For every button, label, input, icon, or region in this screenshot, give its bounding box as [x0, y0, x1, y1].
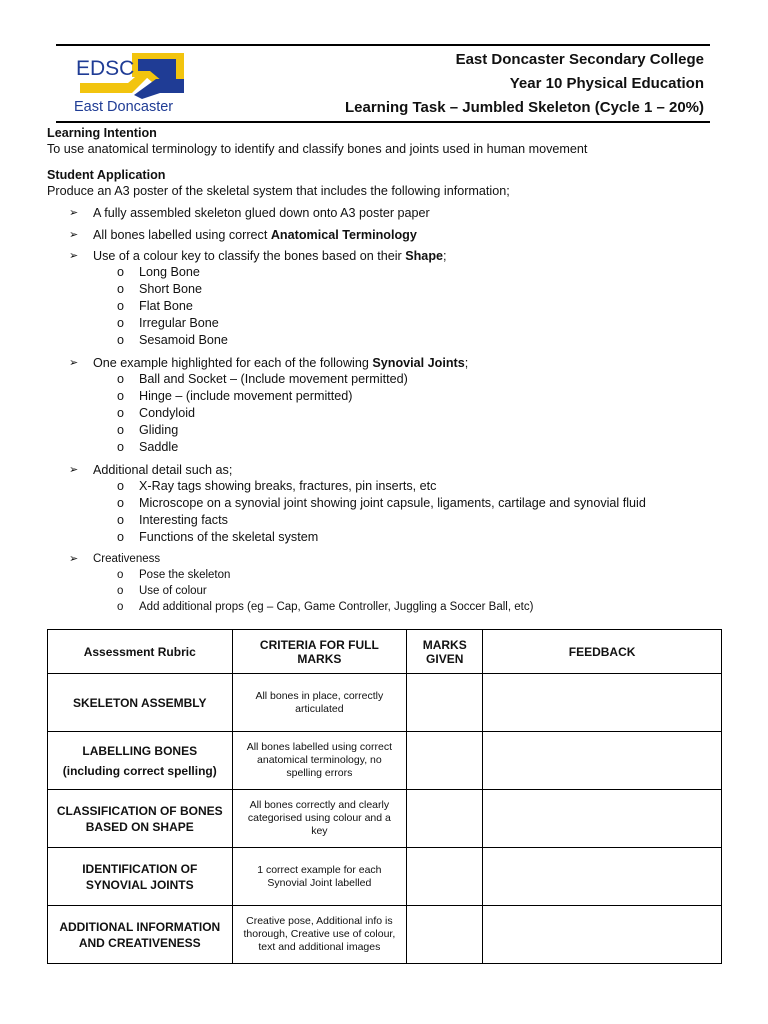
rubric-category: ADDITIONAL INFORMATION AND CREATIVENESS: [48, 906, 233, 964]
marks-given-cell[interactable]: [407, 790, 483, 848]
arrow-bullet-icon: ➢: [69, 229, 79, 241]
rubric-criteria: 1 correct example for each Synovial Joint labelled: [232, 848, 407, 906]
learning-intention-label: Learning Intention: [47, 126, 157, 140]
list-item: o Use of colour: [117, 585, 207, 597]
assessment-rubric-table: [47, 629, 722, 964]
requirements-list: [47, 205, 727, 615]
student-application-section: [47, 167, 727, 615]
rubric-category: CLASSIFICATION OF BONES BASED ON SHAPE: [48, 790, 233, 848]
task-title: Learning Task – Jumbled Skeleton (Cycle 1 – 20%): [344, 99, 704, 116]
learning-intention-text: To use anatomical terminology to identify and classify bones and joints used in human movement: [47, 142, 588, 156]
edsc-logo: [72, 49, 190, 115]
arrow-bullet-icon: ➢: [69, 250, 79, 262]
student-application-intro: Produce an A3 poster of the skeletal system that includes the following information;: [47, 184, 510, 198]
list-item: o Interesting facts: [117, 513, 228, 527]
school-name: East Doncaster Secondary College: [455, 51, 704, 68]
header-top-rule: [56, 44, 710, 46]
list-item: o Ball and Socket – (Include movement permitted): [117, 372, 408, 386]
rubric-criteria: Creative pose, Additional info is thorough, Creative use of colour, text and additional images: [232, 906, 407, 964]
table-row: [48, 674, 722, 732]
list-item: ➢ Use of a colour key to classify the bones based on their Shape; o Long Bone o Short Bone o Flat Bone o Irregular Bone o Sesamoid Bone: [47, 248, 727, 349]
arrow-bullet-icon: ➢: [69, 357, 79, 369]
student-application-label: Student Application: [47, 168, 166, 182]
marks-given-cell[interactable]: [407, 674, 483, 732]
bone-shape-list: [93, 264, 727, 349]
table-row: [48, 790, 722, 848]
column-header: MARKS GIVEN: [407, 630, 483, 674]
rubric-criteria: All bones labelled using correct anatomical terminology, no spelling errors: [232, 732, 407, 790]
rubric-category: IDENTIFICATION OF SYNOVIAL JOINTS: [48, 848, 233, 906]
marks-given-cell[interactable]: [407, 732, 483, 790]
list-item: o Hinge – (include movement permitted): [117, 389, 353, 403]
list-item: ➢ A fully assembled skeleton glued down onto A3 poster paper: [69, 206, 430, 220]
feedback-cell[interactable]: [483, 732, 722, 790]
learning-intention-section: [47, 125, 727, 157]
svg-text:East Doncaster: East Doncaster: [74, 99, 174, 115]
list-item: o Long Bone: [117, 265, 200, 279]
list-item: ➢ Additional detail such as; o X-Ray tags showing breaks, fractures, pin inserts, etc o Microscope on a synovial joint showing joint capsule, ligaments, cartilage and synovial fluid o Interesting facts o Functions of the skeletal system: [47, 462, 727, 546]
list-item: o X-Ray tags showing breaks, fractures, pin inserts, etc: [117, 479, 437, 493]
creativeness-list: [93, 567, 727, 615]
table-header-row: [48, 630, 722, 674]
list-item: ➢ All bones labelled using correct Anatomical Terminology: [69, 228, 417, 242]
marks-given-cell[interactable]: [407, 848, 483, 906]
feedback-cell[interactable]: [483, 790, 722, 848]
rubric-category: SKELETON ASSEMBLY: [48, 674, 233, 732]
table-row: [48, 906, 722, 964]
list-item: o Functions of the skeletal system: [117, 530, 319, 544]
rubric-category: LABELLING BONES (including correct spelling): [48, 732, 233, 790]
list-item: o Irregular Bone: [117, 316, 219, 330]
arrow-bullet-icon: ➢: [69, 464, 79, 476]
column-header: CRITERIA FOR FULL MARKS: [232, 630, 407, 674]
rubric-criteria: All bones in place, correctly articulated: [232, 674, 407, 732]
list-item: o Add additional props (eg – Cap, Game Controller, Juggling a Soccer Ball, etc): [117, 601, 534, 613]
list-item: o Saddle: [117, 440, 179, 454]
marks-given-cell[interactable]: [407, 906, 483, 964]
list-item: o Condyloid: [117, 406, 196, 420]
list-item: ➢ One example highlighted for each of the following Synovial Joints; o Ball and Socket – (Include movement permitted) o Hinge – (include movement permitted) o Condyloid o Gliding o Saddle: [47, 355, 727, 456]
arrow-bullet-icon: ➢: [69, 553, 79, 565]
feedback-cell[interactable]: [483, 848, 722, 906]
list-item: o Microscope on a synovial joint showing joint capsule, ligaments, cartilage and synovial fluid: [117, 496, 646, 510]
feedback-cell[interactable]: [483, 674, 722, 732]
list-item: ➢ Creativeness o Pose the skeleton o Use of colour o Add additional props (eg – Cap, Game Controller, Juggling a Soccer Ball, etc): [47, 551, 727, 615]
header-title-block: [345, 48, 704, 120]
table-row: [48, 848, 722, 906]
column-header: Assessment Rubric: [48, 630, 233, 674]
rubric-criteria: All bones correctly and clearly categorised using colour and a key: [232, 790, 407, 848]
list-item: o Sesamoid Bone: [117, 333, 228, 347]
additional-detail-list: [93, 478, 727, 546]
list-item: o Flat Bone: [117, 299, 193, 313]
task-content: [47, 125, 727, 615]
list-item: o Gliding: [117, 423, 179, 437]
svg-text:EDSC: EDSC: [76, 57, 135, 80]
header-bottom-rule: [56, 121, 710, 123]
list-item: o Short Bone: [117, 282, 203, 296]
table-row: [48, 732, 722, 790]
arrow-bullet-icon: ➢: [69, 207, 79, 219]
joint-list: [93, 371, 727, 456]
feedback-cell[interactable]: [483, 906, 722, 964]
course-name: Year 10 Physical Education: [509, 75, 704, 92]
list-item: o Pose the skeleton: [117, 569, 231, 581]
column-header: FEEDBACK: [483, 630, 722, 674]
